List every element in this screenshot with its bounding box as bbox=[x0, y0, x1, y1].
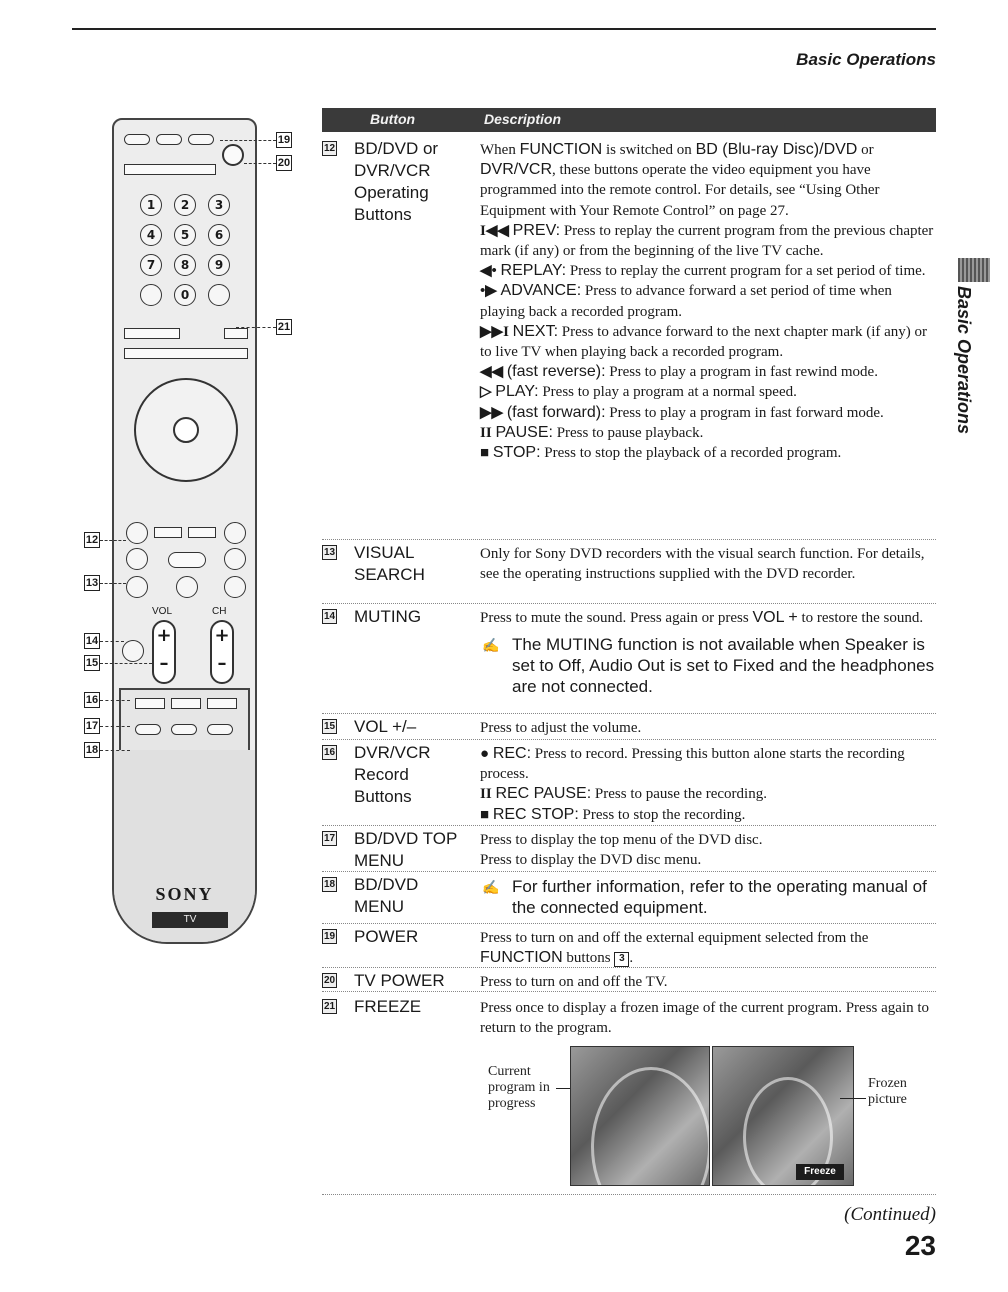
remote-rewind-button bbox=[126, 548, 148, 570]
table-row-18 bbox=[322, 874, 936, 924]
remote-button-video1 bbox=[124, 134, 150, 145]
desc-item-fast-reverse: ◀◀ (fast reverse): Press to play a program in fast rewind mode. bbox=[480, 363, 878, 381]
remote-muting-button bbox=[122, 640, 144, 662]
remote-prev-button bbox=[126, 522, 148, 544]
button-description: Only for Sony DVD recorders with the visual search function. For details, see the operating instructions supplied with the DVD recorder. bbox=[480, 546, 925, 583]
callout-18: 18 bbox=[85, 744, 99, 756]
button-name: VISUAL SEARCH bbox=[354, 543, 425, 584]
button-description bbox=[480, 744, 936, 825]
remote-digit-5: 5 bbox=[174, 224, 196, 246]
desc-item-advance: •▶ ADVANCE: Press to advance forward a set period of time when playing back a recorded program. bbox=[480, 282, 892, 320]
remote-digit-6: 6 bbox=[208, 224, 230, 246]
remote-power-button bbox=[207, 724, 233, 735]
table-row-13 bbox=[322, 542, 936, 604]
callout-20: 20 bbox=[277, 157, 291, 169]
callout-line-16 bbox=[100, 700, 130, 701]
remote-button-dot bbox=[140, 284, 162, 306]
remote-ch-minus: – bbox=[217, 653, 227, 674]
table-row-16 bbox=[322, 742, 936, 826]
button-description: Press to turn on and off the TV. bbox=[480, 974, 668, 990]
fast-reverse-icon: ◀◀ bbox=[480, 364, 504, 381]
remote-vol-label: VOL bbox=[152, 606, 173, 617]
desc-item-prev: I◀◀ PREV: Press to replay the current program from the previous chapter mark (if any) or from the beginning of the live TV cache. bbox=[480, 221, 934, 260]
desc-item-play: ▷ PLAY: Press to play a program at a normal speed. bbox=[480, 383, 797, 401]
remote-button-row-2 bbox=[124, 348, 248, 359]
button-number: 18 bbox=[323, 879, 336, 890]
desc-item-rec-pause: II REC PAUSE: Press to pause the recording. bbox=[480, 785, 767, 803]
note-icon: ✍ bbox=[482, 879, 500, 895]
note-icon: ✍ bbox=[482, 637, 500, 654]
table-row-12 bbox=[322, 138, 936, 540]
table-row-14 bbox=[322, 606, 936, 714]
remote-illustration bbox=[112, 118, 257, 944]
remote-dpad bbox=[134, 378, 238, 482]
tv-badge: TV bbox=[152, 912, 228, 928]
replay-icon: ◀• bbox=[480, 263, 497, 280]
advance-icon: •▶ bbox=[480, 283, 497, 300]
button-description bbox=[480, 876, 936, 918]
callout-14: 14 bbox=[85, 635, 99, 647]
callout-line-14 bbox=[100, 641, 124, 642]
stop-icon: ■ bbox=[480, 806, 490, 823]
button-name: POWER bbox=[354, 927, 419, 946]
button-description: When FUNCTION is switched on BD (Blu-ray Disc)/DVD or DVR/VCR, these buttons operate the video equipment you have programmed into the remote control. For details, see “Using Other Equipment with Your Remote Control” on page 27. I◀◀ PREV: Press to replay the current program from the previous chapter mark (if any) or from the beginning of the live TV cache. ◀• REPLAY: Press to replay the current program for a set period of time. •▶ ADVANCE: Press to advance forward a set period of time when playing back a recorded program. ▶▶I NEXT: Press to advance forward to the next chapter mark (if any) or to live TV when playing back a recorded program. ◀◀ (fast reverse): Press to play a program in fast rewind mode. ▷ PLAY: Press to play a program at a normal speed. ▶▶ (fast forward): Press to play a program in fast forward mode. II PAUSE: Press to pause playback. ■ STOP: Press to stop the playback of a recorded program. bbox=[480, 140, 936, 463]
remote-pause-button bbox=[176, 576, 198, 598]
table-header bbox=[322, 108, 936, 132]
remote-button-row-1 bbox=[124, 328, 180, 339]
callout-16: 16 bbox=[85, 694, 99, 706]
callout-line-21 bbox=[236, 327, 276, 328]
header-button: Button bbox=[370, 111, 416, 127]
callout-12: 12 bbox=[85, 534, 99, 546]
remote-vol-minus: – bbox=[159, 653, 169, 674]
pause-icon: II bbox=[480, 424, 492, 441]
remote-freeze-button bbox=[224, 328, 248, 339]
header-description: Description bbox=[484, 111, 562, 127]
button-description: Press to turn on and off the external equipment selected from the FUNCTION buttons 3 . bbox=[480, 930, 869, 967]
callout-line-20 bbox=[244, 163, 276, 164]
remote-button-enter bbox=[208, 284, 230, 306]
desc-item-rec: ● REC: Press to record. Pressing this button alone starts the recording process. bbox=[480, 745, 905, 783]
desc-item-stop: ■ STOP: Press to stop the playback of a recorded program. bbox=[480, 444, 842, 462]
current-program-image bbox=[570, 1046, 710, 1186]
button-description: Press to display the top menu of the DVD disc. Press to display the DVD disc menu. bbox=[480, 832, 763, 869]
button-name: BD/DVD MENU bbox=[354, 875, 419, 916]
remote-digit-3: 3 bbox=[208, 194, 230, 216]
remote-digit-2: 2 bbox=[174, 194, 196, 216]
prev-icon: I◀◀ bbox=[480, 222, 509, 239]
callout-line-18 bbox=[100, 750, 130, 751]
callout-line-13 bbox=[100, 583, 126, 584]
button-number: 16 bbox=[323, 747, 336, 758]
button-number: 14 bbox=[323, 611, 336, 622]
remote-digit-0: 0 bbox=[174, 284, 196, 306]
remote-digit-7: 7 bbox=[140, 254, 162, 276]
callout-13: 13 bbox=[85, 577, 99, 589]
remote-record-panel bbox=[119, 688, 250, 752]
sony-logo: SONY bbox=[155, 884, 214, 904]
remote-function-bar bbox=[124, 164, 216, 175]
callout-21: 21 bbox=[277, 321, 291, 333]
callout-line-12 bbox=[100, 540, 126, 541]
remote-ch-plus: + bbox=[214, 625, 230, 646]
desc-item-fast-forward: ▶▶ (fast forward): Press to play a program in fast forward mode. bbox=[480, 403, 884, 421]
remote-advance-button bbox=[188, 527, 216, 538]
button-number: 21 bbox=[323, 1001, 336, 1012]
remote-dpad-center bbox=[173, 417, 199, 443]
remote-visual-search-button bbox=[126, 576, 148, 598]
top-rule bbox=[72, 28, 936, 30]
continued-label: (Continued) bbox=[844, 1204, 936, 1225]
figure-label-current: Current program in progress bbox=[488, 1064, 550, 1111]
button-name: FREEZE bbox=[354, 997, 422, 1016]
remote-digit-8: 8 bbox=[174, 254, 196, 276]
play-icon: ▷ bbox=[480, 384, 492, 401]
button-description: Press to mute the sound. Press again or press VOL + to restore the sound. ✍ The MUTING function is not available when Speaker is set to Off, Audio Out is set to Fixed and the headphones are not connected. bbox=[480, 609, 935, 697]
callout-line-17 bbox=[100, 726, 130, 727]
remote-rec-button bbox=[135, 698, 165, 709]
remote-digit-4: 4 bbox=[140, 224, 162, 246]
button-number: 20 bbox=[323, 975, 336, 986]
callout-17: 17 bbox=[85, 720, 99, 732]
side-tab: Basic Operations bbox=[954, 286, 974, 435]
note: ✍ For further information, refer to the operating manual of the connected equipment. bbox=[482, 877, 927, 917]
remote-vol-plus: + bbox=[156, 625, 172, 646]
button-number: 17 bbox=[323, 833, 336, 844]
remote-digit-1: 1 bbox=[140, 194, 162, 216]
table-row-19 bbox=[322, 926, 936, 968]
remote-play-button bbox=[168, 552, 206, 568]
desc-item-next: ▶▶I NEXT: Press to advance forward to the next chapter mark (if any) or to live TV when playing back a recorded program. bbox=[480, 322, 928, 361]
remote-replay-button bbox=[154, 527, 182, 538]
remote-dvd-menu-button bbox=[171, 724, 197, 735]
remote-ch-label: CH bbox=[212, 606, 227, 617]
button-name: BD/DVD TOP MENU bbox=[354, 829, 458, 870]
button-number: 15 bbox=[323, 721, 336, 732]
note: ✍ The MUTING function is not available when Speaker is set to Off, Audio Out is set to Fixed and the headphones are not connected. bbox=[482, 635, 935, 697]
remote-rec-pause-button bbox=[171, 698, 201, 709]
table-row-15 bbox=[322, 716, 936, 740]
pause-icon: II bbox=[480, 786, 492, 803]
next-icon: ▶▶I bbox=[480, 323, 509, 340]
button-description: Press once to display a frozen image of the current program. Press again to return to the program. bbox=[480, 1000, 930, 1037]
page-number: 23 bbox=[904, 1230, 936, 1261]
desc-item-rec-stop: ■ REC STOP: Press to stop the recording. bbox=[480, 805, 746, 823]
figure-line-right bbox=[840, 1098, 866, 1099]
remote-button-sleep bbox=[156, 134, 182, 145]
remote-forward-button bbox=[224, 548, 246, 570]
table-row-17 bbox=[322, 828, 936, 872]
desc-item-pause: II PAUSE: Press to pause playback. bbox=[480, 423, 704, 441]
button-number: 19 bbox=[323, 931, 336, 942]
record-icon: ● bbox=[480, 746, 490, 762]
button-name: MUTING bbox=[354, 607, 422, 626]
table-row-21 bbox=[322, 996, 936, 1040]
side-tab-marker bbox=[958, 258, 990, 282]
freeze-badge: Freeze bbox=[796, 1164, 844, 1180]
section-header: Basic Operations bbox=[796, 50, 936, 69]
button-number: 12 bbox=[323, 143, 336, 154]
remote-vol-rocker bbox=[152, 620, 176, 684]
remote-digit-9: 9 bbox=[208, 254, 230, 276]
callout-19: 19 bbox=[277, 134, 291, 146]
bottom-rule bbox=[322, 1194, 936, 1195]
button-description: Press to adjust the volume. bbox=[480, 720, 642, 736]
table-row-20 bbox=[322, 970, 936, 992]
remote-rec-stop-button bbox=[207, 698, 237, 709]
remote-top-menu-button bbox=[135, 724, 161, 735]
ref-callout: 3 bbox=[614, 952, 629, 967]
button-name: DVR/VCR Record Buttons bbox=[354, 743, 431, 806]
callout-line-15 bbox=[100, 663, 152, 664]
fast-forward-icon: ▶▶ bbox=[480, 404, 504, 421]
desc-item-replay: ◀• REPLAY: Press to replay the current program for a set period of time. bbox=[480, 262, 926, 280]
remote-ch-rocker bbox=[210, 620, 234, 684]
button-name: BD/DVD or DVR/VCR Operating Buttons bbox=[354, 139, 439, 224]
callout-15: 15 bbox=[85, 657, 99, 669]
remote-button-display bbox=[188, 134, 214, 145]
callout-line-19 bbox=[220, 140, 276, 141]
remote-next-button bbox=[224, 522, 246, 544]
remote-stop-button bbox=[224, 576, 246, 598]
stop-icon: ■ bbox=[480, 445, 490, 462]
button-number: 13 bbox=[323, 547, 336, 558]
button-name: VOL +/– bbox=[354, 717, 417, 736]
button-name: TV POWER bbox=[354, 971, 445, 990]
remote-tv-power-button bbox=[222, 144, 244, 166]
figure-label-frozen: Frozen picture bbox=[868, 1076, 907, 1107]
